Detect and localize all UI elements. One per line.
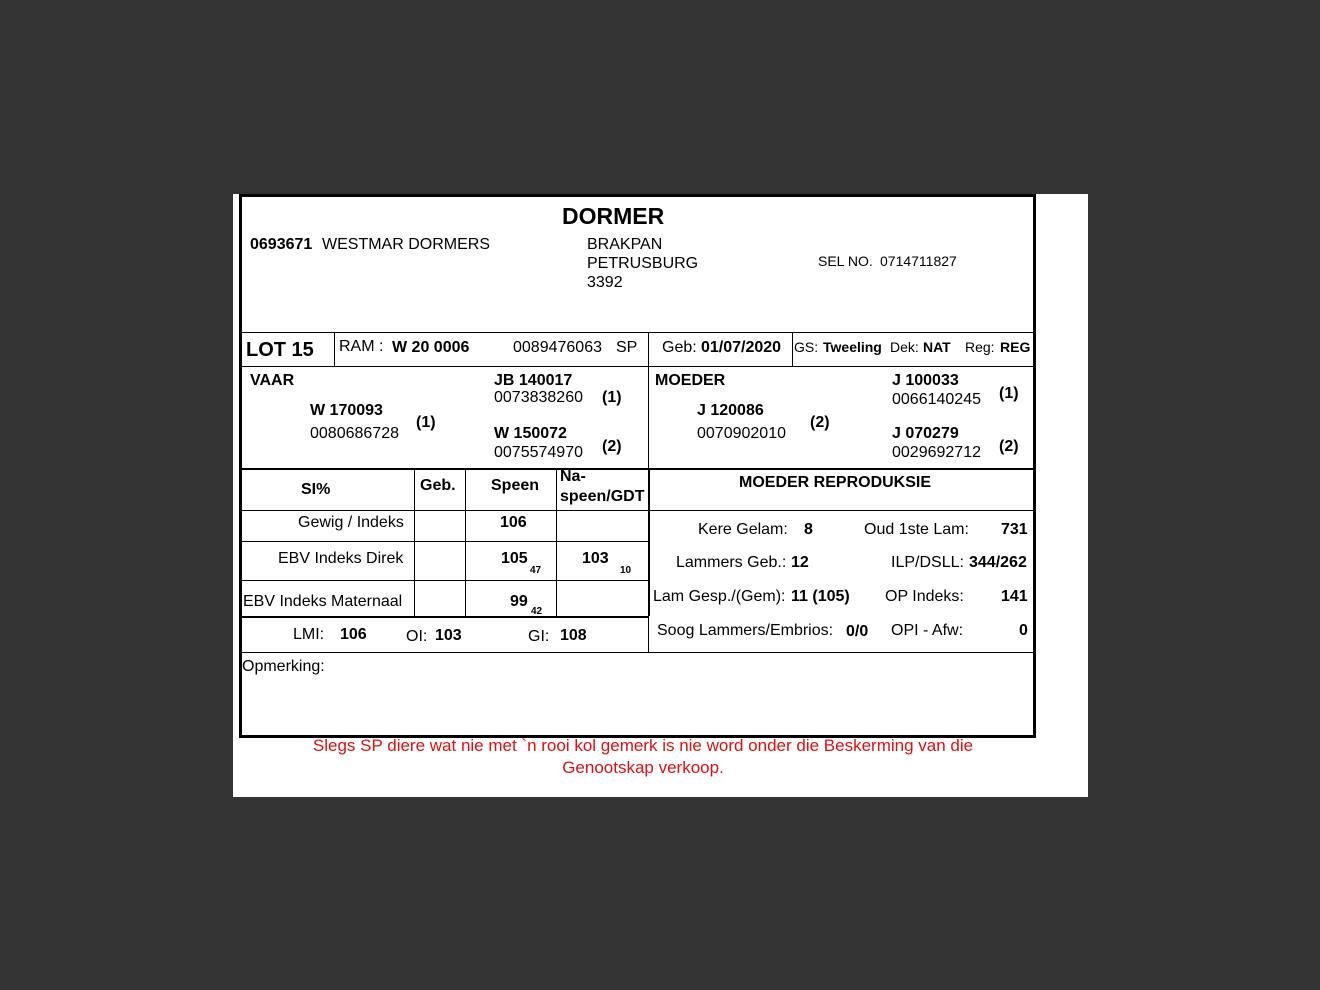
divider <box>241 541 649 542</box>
ilp-label: ILP/DSLL: <box>891 554 964 571</box>
address-line-1: BRAKPAN <box>587 236 663 253</box>
dam-label: MOEDER <box>655 372 726 389</box>
op-index-label: OP Indeks: <box>885 588 964 605</box>
ram-id: W 20 0006 <box>392 339 470 356</box>
gi-value: 108 <box>560 627 587 644</box>
dam-id: J 120086 <box>697 402 764 419</box>
si-header: SI% <box>301 481 331 498</box>
naspeen-header-1: Na- <box>560 468 586 485</box>
opi-label: OPI - Afw: <box>891 622 964 639</box>
sire-id: W 170093 <box>310 402 383 419</box>
divider <box>334 332 335 366</box>
sire-dam-number: 0075574970 <box>494 444 583 461</box>
dam-sire-number: 0066140245 <box>892 391 981 408</box>
dam-dam-id: J 070279 <box>892 425 959 442</box>
op-index-value: 141 <box>1001 588 1028 605</box>
lambs-born-label: Lammers Geb.: <box>676 554 787 571</box>
address-line-2: PETRUSBURG <box>587 255 699 272</box>
row-maternal-speen: 99 <box>510 593 528 610</box>
divider <box>465 468 466 616</box>
row-weight-label: Gewig / Indeks <box>298 514 404 531</box>
dam-dam-number: 0029692712 <box>892 444 981 461</box>
age-first-lamb-value: 731 <box>1001 521 1028 538</box>
row-direct-naspeen: 103 <box>582 550 609 567</box>
reproduction-title: MOEDER REPRODUKSIE <box>739 474 932 491</box>
lambs-weaned-value: 11 (105) <box>791 588 850 605</box>
lambings-label: Kere Gelam: <box>698 521 788 538</box>
row-direct-speen-accuracy: 47 <box>530 565 542 576</box>
sire-dam-code: (2) <box>602 438 622 455</box>
birth-label: Geb: <box>662 339 697 356</box>
sel-label: SEL NO. <box>818 253 873 269</box>
suckled-label: Soog Lammers/Embrios: <box>657 622 834 639</box>
dam-code: (2) <box>810 414 830 431</box>
member-number: 0693671 <box>250 236 313 253</box>
breeder-name: WESTMAR DORMERS <box>322 236 490 253</box>
divider <box>241 580 649 581</box>
reg-value: REG <box>1000 339 1031 355</box>
suckled-value: 0/0 <box>846 623 869 640</box>
row-maternal-label: EBV Indeks Maternaal <box>243 593 403 610</box>
naspeen-header-2: speen/GDT <box>560 488 645 505</box>
ram-label: RAM : <box>339 338 384 355</box>
dek-label: Dek: <box>890 339 919 355</box>
dam-sire-id: J 100033 <box>892 372 959 389</box>
gs-label: GS: <box>794 339 819 355</box>
oi-label: OI: <box>406 628 428 645</box>
lambings-value: 8 <box>804 521 813 538</box>
lambs-weaned-label: Lam Gesp./(Gem): <box>653 588 786 605</box>
gi-label: GI: <box>528 628 550 645</box>
sire-number: 0080686728 <box>310 425 399 442</box>
row-weight-speen: 106 <box>500 514 527 531</box>
sel-number: 0714711827 <box>880 253 957 269</box>
lmi-value: 106 <box>340 626 367 643</box>
breed-title: DORMER <box>562 203 665 229</box>
age-first-lamb-label: Oud 1ste Lam: <box>864 521 969 538</box>
ram-reg-number: 0089476063 <box>513 339 602 356</box>
sire-code: (1) <box>416 414 436 431</box>
dam-sire-code: (1) <box>999 385 1019 402</box>
divider <box>241 652 1034 653</box>
divider <box>241 510 1034 511</box>
warning-line-1: Slegs SP diere wat nie met `n rooi kol gemerk is nie word onder die Beskerming van die <box>312 736 974 755</box>
divider <box>792 332 793 366</box>
dam-number: 0070902010 <box>697 425 786 442</box>
gs-value: Tweeling <box>823 339 882 355</box>
sire-sire-number: 0073838260 <box>494 389 583 406</box>
row-direct-speen: 105 <box>501 550 528 567</box>
row-direct-naspeen-accuracy: 10 <box>620 565 632 576</box>
opi-value: 0 <box>1019 622 1028 639</box>
divider <box>241 366 1034 367</box>
remarks-label: Opmerking: <box>242 658 325 675</box>
oi-value: 103 <box>435 627 462 644</box>
lot-card <box>239 194 1036 738</box>
sire-dam-id: W 150072 <box>494 425 567 442</box>
divider <box>414 468 415 616</box>
sire-sire-code: (1) <box>602 389 622 406</box>
lot-number: LOT 15 <box>246 339 314 361</box>
divider <box>648 468 650 616</box>
lmi-label: LMI: <box>293 626 325 643</box>
sire-label: VAAR <box>250 372 295 389</box>
address-line-3: 3392 <box>587 274 623 291</box>
birth-date: 01/07/2020 <box>701 339 782 356</box>
warning-line-2: Genootskap verkoop. <box>562 758 724 777</box>
row-maternal-speen-accuracy: 42 <box>531 606 543 617</box>
speen-header: Speen <box>491 477 540 494</box>
sire-sire-id: JB 140017 <box>494 372 573 389</box>
divider <box>241 616 649 618</box>
divider <box>241 468 1034 470</box>
dek-value: NAT <box>923 339 951 355</box>
ilp-value: 344/262 <box>969 554 1027 571</box>
divider <box>241 332 1034 333</box>
dam-dam-code: (2) <box>999 438 1019 455</box>
divider <box>556 468 557 616</box>
reg-label: Reg: <box>965 339 995 355</box>
row-direct-label: EBV Indeks Direk <box>278 550 404 567</box>
geb-header: Geb. <box>420 477 456 494</box>
lambs-born-value: 12 <box>791 554 809 571</box>
ram-status: SP <box>616 339 638 356</box>
